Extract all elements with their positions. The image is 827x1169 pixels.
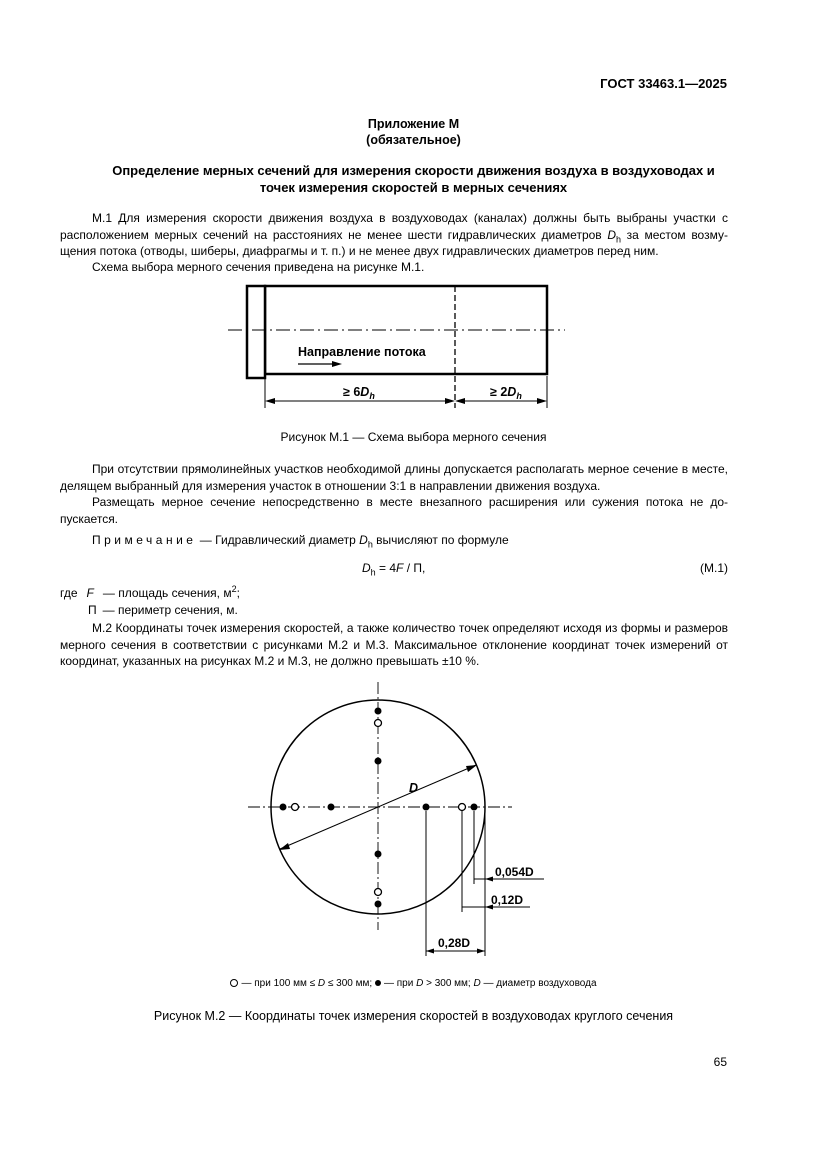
legend-open-text: — при 100 мм ≤ [241, 978, 318, 989]
formula-number: (М.1) [700, 561, 728, 575]
dim-arrow [455, 398, 465, 404]
page-number: 65 [713, 1055, 727, 1069]
legend-open-sym: D [317, 978, 326, 989]
section-title-line2: точек измерения скоростей в мерных сечениях [259, 180, 568, 195]
paragraph-scheme-ref: Схема выбора мерного сечения приведена на рисунке М.1. [92, 260, 425, 274]
dim-arrow [485, 877, 493, 882]
m1-text-a: М.1 Для измерения скорости движения воздуха в воздуховодах (каналах) должны быть выбраны участки с расположением мерных сечений на расстояниях не менее шести гидравлических диаметров [60, 211, 728, 242]
where-f-tail: ; [236, 586, 240, 600]
dim-label-0054: 0,054D [495, 865, 534, 879]
dim-label-2dh [490, 385, 522, 401]
formula-rhs-b: / П, [403, 561, 426, 575]
dim-label-6dh [343, 385, 375, 401]
where-p-text: — периметр сечения, м. [102, 603, 238, 617]
point-open [375, 720, 382, 727]
open-point-icon [230, 979, 238, 987]
where-f-sym: F [86, 586, 94, 600]
figure-m1-caption: Рисунок М.1 — Схема выбора мерного сечения [280, 430, 547, 444]
duct-flange [247, 286, 265, 378]
dim-arrow [426, 949, 434, 954]
filled-point-icon [375, 980, 381, 986]
legend-filled-tail: > 300 мм; [423, 978, 474, 989]
figure-m1-diagram [220, 280, 580, 420]
dim-arrow [477, 949, 485, 954]
dim2-sym: D [507, 385, 517, 399]
note-dh-symbol: D [359, 533, 368, 547]
point-filled [375, 758, 382, 765]
paragraph-placement: Размещать мерное сечение непосредственно в месте внезапного расширения или сужения потока не допускается. [60, 495, 728, 526]
dim2-prefix: ≥ 2 [490, 385, 508, 399]
dim1-sym: D [360, 385, 370, 399]
figure-m2-caption: Рисунок М.2 — Координаты точек измерения скоростей в воздуховодах круглого сечения [153, 1009, 674, 1023]
m1-text-b: за местом возмущения потока (отводы, шиберы, диафрагмы и т. п.) и не менее двух гидравлических диаметров перед ним. [60, 227, 728, 258]
dim-arrow [537, 398, 547, 404]
point-filled [328, 804, 335, 811]
where-prefix: где [60, 586, 78, 600]
dim1-sub: h [369, 391, 375, 401]
figure-m2-diagram [240, 680, 570, 960]
legend-filled-sym: D [416, 978, 424, 989]
appendix-title: Приложение М [367, 117, 460, 131]
legend-d-sym: D [473, 978, 481, 989]
note-text-b: вычисляют по формуле [372, 533, 509, 547]
section-title-line1: Определение мерных сечений для измерения скорости движения воздуха в воздуховодах и [112, 163, 715, 178]
point-filled [423, 804, 430, 811]
section-title [60, 162, 767, 196]
where-f-sup: 2 [231, 584, 237, 594]
note-label: Примечание [92, 533, 197, 547]
dim-arrow [445, 398, 455, 404]
formula-m1 [362, 561, 426, 578]
point-open [292, 804, 299, 811]
m1-dh-symbol: D [607, 227, 616, 242]
dim-label-012: 0,12D [491, 893, 524, 907]
dim-label-028: 0,28D [438, 936, 471, 950]
dim2-sub: h [516, 391, 522, 401]
paragraph-m2: М.2 Координаты точек измерения скоростей, а также количество точек определяют исходя из формы и размеров мерного сечения в соответствии с рисунками М.2 и М.3. Максимальное отклонение координат точек измерений от координат, указанных на рисунках М.2 и М.3, не должно превышать ±10 %. [60, 621, 728, 668]
figure-m2-legend [60, 978, 767, 989]
where-p-line [88, 603, 238, 617]
point-open [459, 804, 466, 811]
diameter-arrow [279, 843, 290, 850]
point-open [375, 889, 382, 896]
formula-rhs-f: F [396, 561, 404, 575]
point-filled [471, 804, 478, 811]
legend-filled-text: — при [383, 978, 417, 989]
point-filled [280, 804, 287, 811]
diameter-label: D [409, 781, 419, 795]
note-dh-sub: h [367, 539, 373, 550]
formula-rhs-a: = 4 [375, 561, 397, 575]
standard-header: ГОСТ 33463.1—2025 [600, 76, 727, 91]
note-text-a: — Гидравлический диаметр [196, 533, 360, 547]
flow-arrow-head [332, 361, 342, 367]
where-f-text: — площадь сечения, м [102, 586, 232, 600]
paragraph-absence: При отсутствии прямолинейных участков необходимой длины допускается располагать мерное сечение в месте, делящем выбранный для измерения участок в отношении 3:1 в направлении движения воздуха. [60, 462, 728, 493]
legend-d-text: — диаметр воздуховода [480, 978, 597, 989]
dim-arrow [265, 398, 275, 404]
legend-open-tail: ≤ 300 мм; [325, 978, 375, 989]
appendix-status: (обязательное) [366, 133, 461, 147]
m1-dh-sub: h [616, 233, 622, 244]
formula-lhs-sym: D [362, 561, 371, 575]
note [60, 532, 728, 549]
point-filled [375, 851, 382, 858]
where-f-line [60, 586, 240, 600]
diameter-arrow [466, 765, 477, 772]
where-p-sym: П [88, 603, 97, 617]
point-filled [375, 708, 382, 715]
flow-direction-label: Направление потока [298, 345, 426, 359]
formula-lhs-sub: h [370, 567, 376, 578]
paragraph-m1 [60, 210, 728, 260]
dim1-prefix: ≥ 6 [343, 385, 361, 399]
point-filled [375, 901, 382, 908]
